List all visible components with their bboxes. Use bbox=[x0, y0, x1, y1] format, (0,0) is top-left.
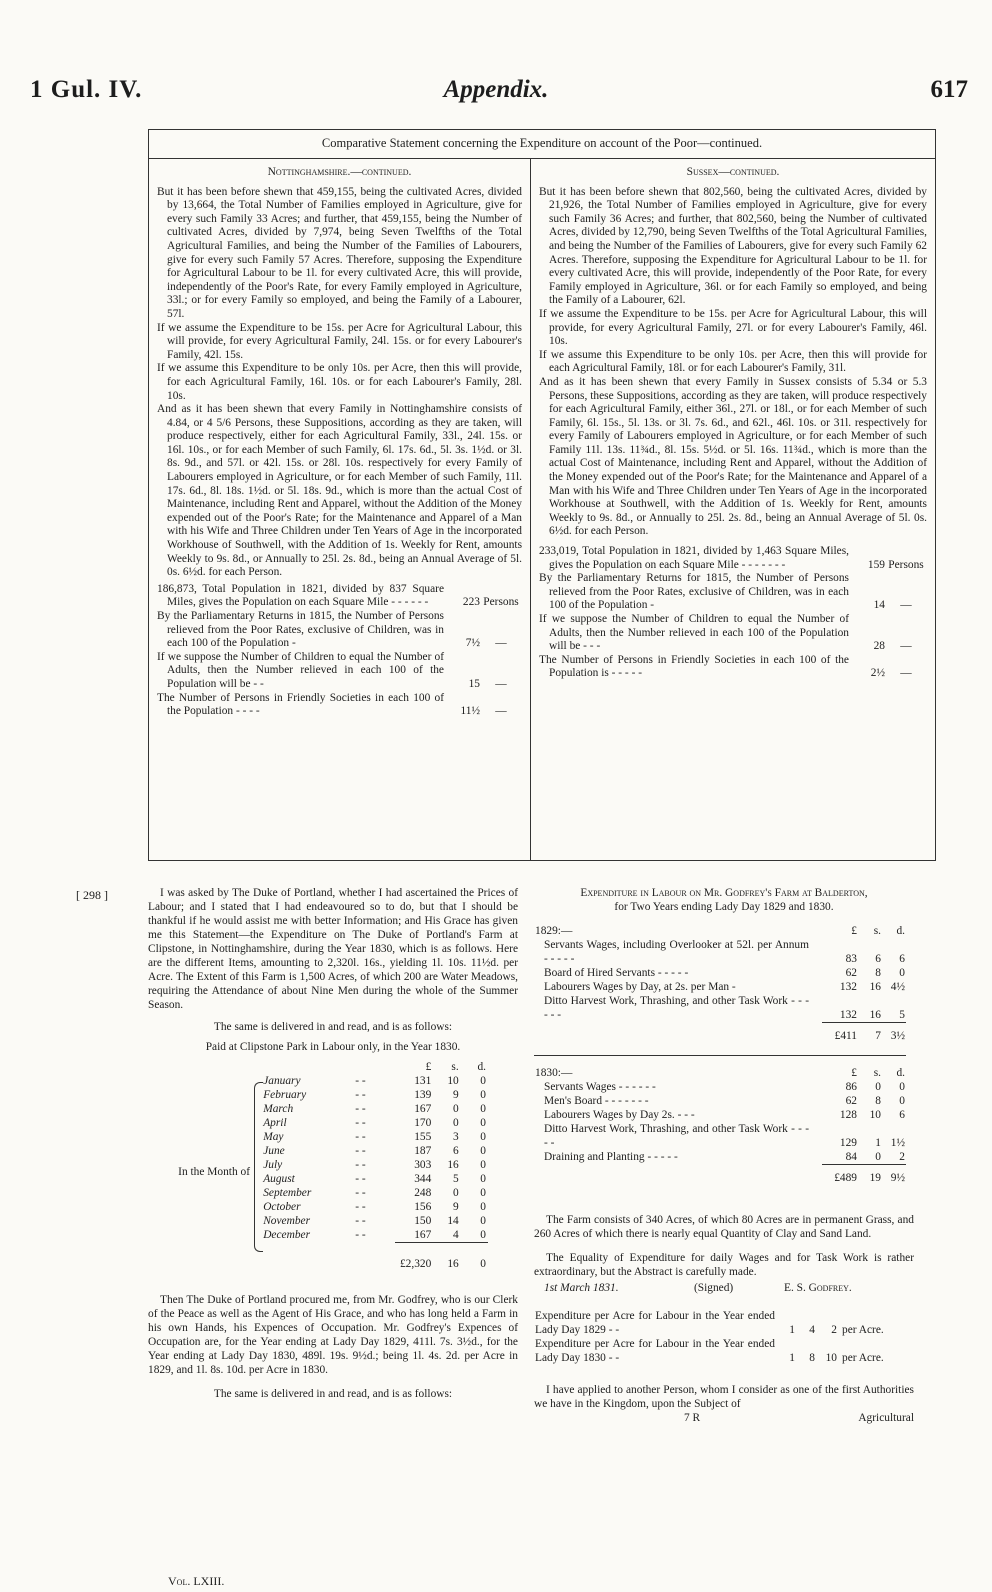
notts-population-row: 186,873, Total Population in 1821, divided by 837 Square Miles, gives the Population on each Square Mile - - - - - - 223 Persons bbox=[157, 582, 519, 609]
nottinghamshire-heading: Nottinghamshire.—continued. bbox=[267, 166, 412, 178]
portland-paragraph: I was asked by The Duke of Portland, whether I had ascertained the Prices of Labour; and I stated that I had endeavoured so to do, but that I should be thankful if he would assist me with better Information; and His Grace has given me this Statement—the Expenditure on The Duke of Portland's Farm at Clipstone, in Nottinghamshire, during the Year 1830, which is as follows. Here are the different Items, amounting to 2,320l. 16s., yielding 1l. 10s. 11½d. per Acre. The Extent of this Farm is 1,500 Acres, of which 200 are Water Meadows, requiring the Attendance of about Nine Men during the whole of the Summer Season. bbox=[148, 887, 518, 1011]
comparative-statement-box bbox=[148, 129, 936, 861]
total-1829-row: £411 7 3½ bbox=[834, 1029, 905, 1042]
sussex-paragraph-1: But it has been before shewn that 802,560, being the cultivated Acres, divided by 21,926, the Total Number of Families employed in Agriculture, give for every such Family 36 Acres; and further, that 802,560, being the Number of cultivated Acres, divided by 12,790, being Seven Twelfths of the Total Agricultural Families, and being the Number of the Families of Labourers, give for every such Family 62 Acres. Therefore, supposing the Expenditure for Agricultural Labour to be 1l. for every cultivated Acre, this will provide, independently of the Poor Rate, for every Family employed in Agriculture, 36l. or for each Family so employed, and being the Family of a Labourer, 62l. bbox=[539, 185, 927, 307]
delivered-note-1: The same is delivered in and read, and is as follows: bbox=[213, 1021, 453, 1033]
lower-right-column bbox=[534, 886, 914, 1425]
sussex-population-row: 233,019, Total Population in 1821, divided by 1,463 Square Miles, gives the Population on each Square Mile - - - - - - - 159 Persons bbox=[539, 545, 924, 571]
clipstone-total-row: £2,320 16 0 bbox=[399, 1257, 486, 1270]
per-acre-row: Expenditure per Acre for Labour in the Year ended Lady Day 1830 - - 1 8 10 per Acre. bbox=[535, 1337, 884, 1364]
month-row: November - - 150 14 0 bbox=[263, 1215, 486, 1227]
month-row: September - - 248 0 0 bbox=[263, 1187, 486, 1199]
balderton-heading-1: Expenditure in Labour on Mr. Godfrey's Farm at Balderton, bbox=[580, 887, 868, 899]
notts-paragraph-4: And as it has been shewn that every Family in Nottinghamshire consists of 4.84, or 4 5/6 Persons, these Suppositions, according as they are taken, will produce respectively, either for each Agricultural Family, 33l., 24l. 15s. or 16l. 10s., or for each Member of such Family, 6l. 17s. 6d., 5l. 3s. 1½d. or 3l. 8s. 9d., and 57l. or 42l. 15s. or 28l. 10s. respectively for every Family of Labourers employed in Agriculture, or for each Member of such Family, 11l. 17s. 6d., 8l. 18s. 1½d. or 5l. 18s. 9d., which is more than the actual Cost of Maintenance, including Rent and Apparel, without the Addition of the Money expended out of the Poor's Rate; for the Maintenance and Apparel of a Man with his Wife and Three Children under Ten Years of Age in the incorporated Workhouse of Southwell, with the Addition of 1s. Weekly for Rent, amounts Weekly to 9s. 8d., or Annually to 25l. 2s. 8d., being an Annual Average of 5l. 0s. 6½d. for each Person. bbox=[157, 403, 522, 579]
page-header bbox=[0, 76, 992, 106]
col-pence: d. bbox=[477, 1061, 486, 1073]
notts-paragraph-3: If we assume this Expenditure to be only 10s. per Acre, then this will provide, for each Agricultural Family, 16l. 10s. or for each Labourer's Family, 28l. 10s. bbox=[157, 362, 522, 402]
month-row: January - - 131 10 0 bbox=[263, 1075, 486, 1087]
month-row: March - - 167 0 0 bbox=[263, 1103, 486, 1115]
nottinghamshire-column bbox=[157, 166, 522, 719]
expenditure-1829-row: Servants Wages, including Overlooker at 52l. per Annum - - - - - 83 6 6 bbox=[544, 939, 905, 965]
section-rule bbox=[534, 1055, 906, 1056]
notts-friendly-row: The Number of Persons in Friendly Societies in each 100 of the Population - - - - 11½ — bbox=[157, 691, 507, 718]
volume-footer: Vol. LXIII. bbox=[168, 1574, 225, 1588]
notts-paragraph-1: But it has been before shewn that 459,155, being the cultivated Acres, divided by 13,664, the Total Number of Families employed in Agriculture, give for every such Family 33 Acres; and further, that 459,155, being the Number of cultivated Acres, divided by 7,974, being Seven Twelfths of the Total Agricultural Families, and being the Number of the Families of Labourers, give for every such Family 57 Acres. Therefore, supposing the Expenditure for Agricultural Labour to be 1l. for every cultivated Acre, this will provide, independently of the Poor's Rate, for every Family employed in Agriculture, 33l.; or for every Family so employed, and being the Family of a Labourer, 57l. bbox=[157, 185, 522, 320]
sussex-column bbox=[539, 166, 927, 681]
sussex-friendly-row: The Number of Persons in Friendly Societies in each 100 of the Population is - - - - - 2½ — bbox=[539, 653, 912, 680]
notts-paragraph-2: If we assume the Expenditure to be 15s. per Acre for Agricultural Labour, this will provide, for every Agricultural Family, 24l. 15s. or for every Labourer's Family, 42l. 15s. bbox=[157, 321, 522, 361]
month-row: February - - 139 9 0 bbox=[263, 1089, 486, 1101]
sussex-paragraph-4: And as it has been shewn that every Family in Sussex consists of 5.34 or 5.3 Persons, these Suppositions, according as they are taken, will produce respectively for each Agricultural Family, either 36l., 27l. or 18l., or for each Member of such Family, 6l. 15s., 5l. 13s. or 3l. 7s. 6d., and 62l., 46l. 10s. or 31l. respectively for every Family of Labourers employed in Agriculture, or for each Member of such Family 11l. 13s. 11¾d., 8l. 15s. 5½d. or 5l. 16s. 11¾d., which is more than the actual Cost of Maintenance, including Rent and Apparel, without the Addition of the Money expended out of the Poor's Rate; for the Maintenance and Apparel of a Man with his Wife and Three Children under Ten Years of Age in the incorporated Workhouse at Southwell, with the Addition of 1s. Weekly for Rent, amounts Weekly to 9s. 8d., or Annually to 25l. 2s. 8d., being an Annual Average of 5l. 0s. 6½d. for each Person. bbox=[539, 375, 927, 538]
month-row: December - - 167 4 0 bbox=[263, 1229, 486, 1242]
month-row: October - - 156 9 0 bbox=[263, 1201, 486, 1213]
total-1830-row: £489 19 9½ bbox=[834, 1171, 905, 1184]
expenditure-1830-row: Men's Board - - - - - - - 62 8 0 bbox=[544, 1094, 905, 1107]
farm-paragraph: The Farm consists of 340 Acres, of which 80 Acres are in permanent Grass, and 260 Acres of which there is nearly equal Quantity of Clay and Sand Land. bbox=[534, 1213, 914, 1240]
catchword: Agricultural bbox=[858, 1411, 914, 1424]
col-pounds: £ bbox=[425, 1061, 432, 1073]
month-row: April - - 170 0 0 bbox=[263, 1117, 486, 1129]
sussex-paragraph-3: If we assume this Expenditure to be only 10s. per Acre, then this will provide for each Agricultural Family, 18l. or for each Labourer's Family, 31l. bbox=[539, 348, 927, 375]
signature-line bbox=[534, 1281, 914, 1295]
column-divider bbox=[530, 158, 531, 860]
sussex-relieved-row: By the Parliamentary Returns for 1815, the Number of Persons relieved from the Poor Rates, exclusive of Children, was in each 100 of the Population - 14 — bbox=[539, 572, 912, 612]
statement-title: Comparative Statement concerning the Expenditure on account of the Poor—continued. bbox=[321, 136, 763, 150]
notts-children-row: If we suppose the Number of Children to equal the Number of Adults, then the Number relieved in each 100 of the Population will be - - 15 — bbox=[157, 650, 507, 690]
year-1829-label: 1829:— bbox=[535, 925, 573, 937]
col-shillings: s. bbox=[451, 1061, 459, 1073]
lower-left-column bbox=[148, 886, 518, 1401]
letter-date: 1st March 1831. bbox=[544, 1281, 619, 1294]
month-row: May - - 155 3 0 bbox=[263, 1131, 486, 1143]
month-row: June - - 187 6 0 bbox=[263, 1145, 486, 1157]
margin-reference: [ 298 ] bbox=[76, 888, 108, 902]
expenditure-1830-row: Labourers Wages by Day 2s. - - - 128 10 6 bbox=[544, 1108, 905, 1121]
closing-paragraph: I have applied to another Person, whom I consider as one of the first Authorities we have in the Kingdom, upon the Subject of bbox=[534, 1383, 914, 1410]
month-row: July - - 303 16 0 bbox=[263, 1159, 486, 1171]
expenditure-1830-row: Draining and Planting - - - - - 84 0 2 bbox=[544, 1150, 905, 1163]
equality-paragraph: The Equality of Expenditure for daily Wages and for Task Work is rather extraordinary, but the Abstract is carefully made. bbox=[534, 1251, 914, 1278]
page-number: 617 bbox=[930, 76, 968, 103]
notts-relieved-row: By the Parliamentary Returns in 1815, the Number of Persons relieved from the Poor Rates, exclusive of Children, was in each 100 of the Population - 7½ — bbox=[157, 610, 507, 650]
expenditure-1829-row: Board of Hired Servants - - - - - 62 8 0 bbox=[544, 967, 905, 979]
expenditure-1829-row: Ditto Harvest Work, Thrashing, and other Task Work - - - - - - 132 16 5 bbox=[544, 995, 905, 1021]
balderton-1829-table: 1829:— £ s. d. Servants Wages, including Overlooker at 52l. per Annum - - - - - 83 6 6 Board of Hired Servants - - - - - 62 8 0 Labourers Wages by Day, at 2s. per Man - 132 16 4½ Ditto Harvest Work, Thrashing, and other Task Work - - - - - - 132 16 5 £411 7 3½ bbox=[535, 925, 905, 1042]
per-acre-row: Expenditure per Acre for Labour in the Year ended Lady Day 1829 - - 1 4 2 per Acre. bbox=[535, 1309, 884, 1336]
title-rule bbox=[149, 158, 935, 159]
sussex-paragraph-2: If we assume the Expenditure to be 15s. per Acre for Agricultural Labour, this will provide, for every Agricultural Family, 27l. or for every Labourer's Family, 46l. 10s. bbox=[539, 307, 927, 348]
month-row: August - - 344 5 0 bbox=[263, 1173, 486, 1185]
sussex-heading: Sussex—continued. bbox=[686, 166, 780, 178]
expenditure-1830-row: Servants Wages - - - - - - 86 0 0 bbox=[544, 1080, 905, 1093]
per-acre-table bbox=[534, 1309, 914, 1365]
sussex-children-row: If we suppose the Number of Children to equal the Number of Adults, then the Number relieved in each 100 of the Population will be - - - 28 — bbox=[539, 613, 912, 653]
catchword-line bbox=[534, 1411, 914, 1425]
header-session: 1 Gul. IV. bbox=[30, 76, 143, 103]
clipstone-monthly-table bbox=[158, 1060, 488, 1271]
balderton-heading-2: for Two Years ending Lady Day 1829 and 1830. bbox=[614, 901, 834, 913]
expenditure-1830-row: Ditto Harvest Work, Thrashing, and other Task Work - - - - - 129 1 1½ bbox=[544, 1122, 905, 1149]
month-brace bbox=[254, 1082, 263, 1252]
godfrey-paragraph: Then The Duke of Portland procured me, from Mr. Godfrey, who is our Clerk of the Peace as well as the Agent of His Grace, and who has long held a Farm in his own Hands, his Expences of Occupation. Mr. Godfrey's Expences of Occupation are, for the Year ending at Lady Day 1829, 411l. 7s. 3½d., for the Year ending at Lady Day 1830, 489l. 19s. 9½d.; being 1l. 4s. 2d. per Acre in 1829, and 1l. 8s. 10d. per Acre in 1830. bbox=[148, 1293, 518, 1376]
month-label: In the Month of bbox=[178, 1166, 250, 1178]
delivered-note-2: The same is delivered in and read, and is as follows: bbox=[213, 1387, 453, 1400]
clipstone-heading: Paid at Clipstone Park in Labour only, in the Year 1830. bbox=[205, 1041, 461, 1053]
year-1830-label: 1830:— bbox=[535, 1066, 573, 1079]
signatory: E. S. Godfrey. bbox=[784, 1281, 852, 1294]
balderton-1830-table: 1830:— £ s. d. Servants Wages - - - - - - 86 0 0 Men's Board - - - - - - - 62 8 0 Labourers Wages by Day 2s. - - - 128 10 6 Ditto Harvest Work, Thrashing, and other Task Work - - - - - 129 1 1½ Draining and Planting - - - - - 84 0 2 £489 19 9½ bbox=[535, 1066, 905, 1184]
signed-label: (Signed) bbox=[694, 1281, 734, 1294]
expenditure-1829-row: Labourers Wages by Day, at 2s. per Man - 132 16 4½ bbox=[544, 981, 905, 993]
signature-mark: 7 R bbox=[684, 1411, 701, 1424]
header-title: Appendix. bbox=[443, 76, 549, 103]
